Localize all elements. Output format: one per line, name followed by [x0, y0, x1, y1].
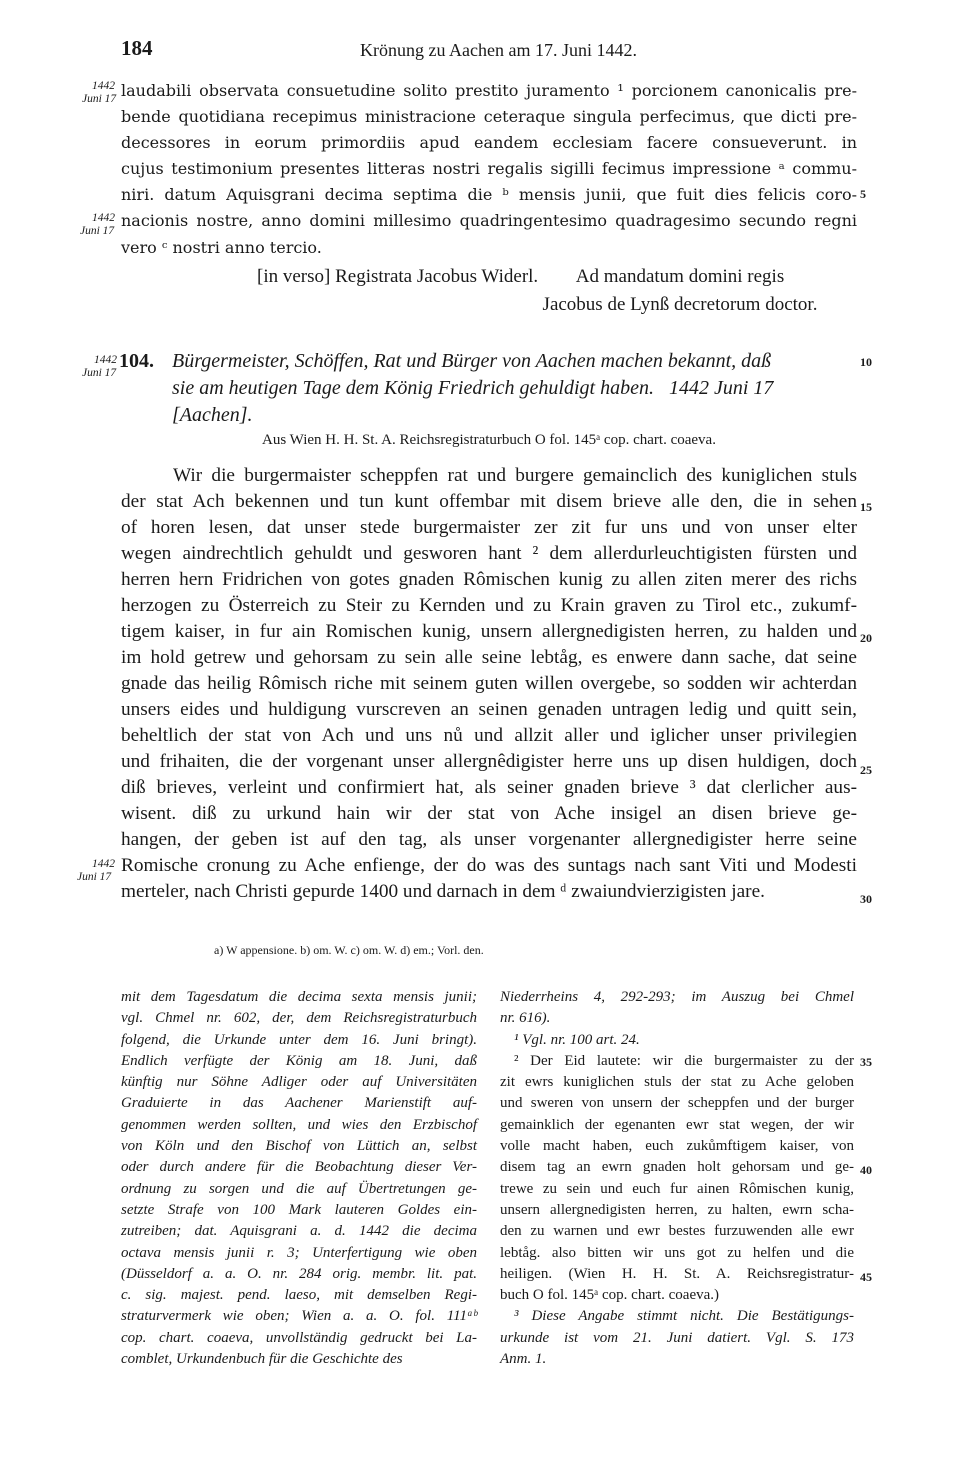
footnote-line: ¹ Vgl. nr. 100 art. 24. — [514, 1031, 640, 1048]
text-line: of horen lesen, dat unser stede burgermaister zer zit fur uns und von unser elter — [121, 517, 857, 538]
line-number: 5 — [860, 187, 866, 201]
text-line: herzogen zu Österreich zu Steir zu Kernden und zu Krain graven zu Tirol etc., zukumf- — [121, 595, 857, 616]
footnote-line: mit dem Tagesdatum die decima sexta mensis junii; — [121, 989, 477, 1005]
signature-line: Ad mandatum domini regis — [575, 266, 785, 287]
footnote-line: folgend, die Urkunde unter dem 16. Juni bringt). — [121, 1031, 477, 1048]
footnote-line: zit ewrs kuniglichen stuls der stat zu Ache geloben — [500, 1074, 854, 1091]
footnote-line: disem tag an ewrn gnaden holt gehorsam und ge- — [500, 1159, 854, 1176]
margin-date — [82, 80, 117, 106]
text-line: gnade das heilig Rômisch riche mit seinem guten willen overgebe, so sodden wir achterdan — [121, 673, 857, 694]
line-number: 30 — [860, 892, 872, 906]
heading-line: [Aachen]. — [172, 404, 253, 426]
text-line: laudabili observata consuetudine solito prestito juramento ¹ porcionem canonicalis pre- — [121, 81, 857, 100]
footnote-line: comblet, Urkundenbuch für die Geschichte des — [121, 1351, 403, 1368]
footnote-line: oder durch andere für die Beobachtung dieser Ver- — [121, 1159, 477, 1176]
footnote-line: cop. chart. coaeva, unvollständig gedruckt bei La- — [121, 1329, 477, 1346]
footnote-line: gemainklich der egenanten ewr stat wegen, der wir — [500, 1116, 854, 1133]
text-line: merteler, nach Christi gepurde 1400 und darnach in dem ᵈ zwaiundvierzigisten jare. — [121, 881, 765, 902]
text-line: nacionis nostre, anno domini millesimo quadringentesimo quadragesimo secundo regni — [121, 211, 857, 231]
footnote-line: c. sig. majest. pend. laeso, mit demselben Regi- — [121, 1287, 477, 1304]
footnote-line: lebtåg. also bitten wir uns got zu helfen und die — [500, 1244, 854, 1261]
text-line: decessores in eorum primordiis apud eandem ecclesiam facere consueverunt. in — [121, 133, 857, 153]
footnote-line: zutreiben; dat. Aquisgrani a. d. 1442 die decima — [121, 1223, 477, 1240]
text-line: und frihaiten, die der vorgenant unser allergnêdigister herre uns up disen huldigen, doch — [121, 751, 857, 772]
latin-text-block — [121, 78, 857, 261]
footnote-line: (Düsseldorf a. a. O. nr. 284 orig. membr. lit. pat. — [121, 1265, 477, 1282]
margin-date — [80, 212, 115, 238]
margin-date-year: 1442 — [94, 354, 117, 366]
document-number: 104. — [119, 350, 154, 372]
text-line: unsers eides und huldigung vurscreven an seinen genaden untragen ledig und quitt sein, — [121, 699, 857, 720]
line-number: 25 — [860, 763, 872, 777]
text-line: wegen aindrechtlich gehuldt und gesworen hant ² dem allerdurleuchtigisten fürsten und — [121, 543, 857, 564]
heading-line: Bürgermeister, Schöffen, Rat und Bürger von Aachen machen bekannt, daß — [172, 350, 772, 372]
footnote-line: künftig nur Söhne Adliger oder auf Universitäten — [121, 1074, 477, 1091]
line-number: 40 — [860, 1163, 872, 1177]
footnote-line: nr. 616). — [500, 1010, 551, 1027]
footnote-line: straturvermerk wie oben; Wien a. a. O. fol. 111ᵃᵇ — [121, 1308, 477, 1325]
footnote-line: Niederrheins 4, 292-293; im Auszug bei Chmel — [500, 989, 854, 1005]
text-line: cujus testimonium presentes litteras nostri regalis sigilli fecimus impressione ᵃ commu- — [121, 159, 857, 179]
line-number: 35 — [860, 1055, 872, 1069]
footnote-line: ³ Diese Angabe stimmt nicht. Die Bestätigungs- — [514, 1308, 854, 1325]
text-line: Romische cronung zu Ache enfienge, der do was des suntags nach sant Viti und Modesti — [121, 855, 857, 876]
text-line: der stat Ach bekennen und tun kunt offembar mit disem brieve alle den, die in sehen — [121, 491, 857, 512]
margin-date-year: 1442 — [92, 858, 115, 870]
heading-line: sie am heutigen Tage dem König Friedrich gehuldigt haben. 1442 Juni 17 — [172, 377, 774, 399]
margin-date-year: 1442 — [92, 212, 115, 224]
footnote-line: buch O fol. 145ᵃ cop. chart. coaeva.) — [500, 1287, 720, 1304]
footnote-line: von Köln und den Bischof von Lüttich an, selbst — [121, 1138, 477, 1155]
text-line: im hold getrew und gehorsam zu sein alle seine lebtåg, es enwere dann sache, dat seine — [121, 647, 857, 668]
footnote-line: vgl. Chmel nr. 602, der, dem Reichsregistraturbuch — [121, 1010, 477, 1027]
margin-date-day: Juni 17 — [82, 93, 117, 105]
margin-date-day: Juni 17 — [82, 367, 117, 379]
line-number: 45 — [860, 1270, 872, 1284]
text-line: wisent. diß zu urkund hain wir der stat von Ache insigel an disen brieve ge- — [121, 803, 857, 824]
margin-date — [82, 354, 117, 380]
footnote-line: den zu warnen und ewr bestes furzuwenden alle ewr — [500, 1223, 854, 1240]
footnote-line: volle macht haben, euch zukůmftigem kaiser, von — [500, 1138, 854, 1155]
footnote-line: octava mensis junii r. 3; Unterfertigung wie oben — [121, 1244, 477, 1261]
footnotes-left-column — [121, 987, 477, 1370]
text-line: Wir die burgermaister scheppfen rat und burgere gemainclich des kuniglichen stuls — [173, 465, 857, 486]
page-number: 184 — [121, 36, 153, 60]
line-number: 20 — [860, 631, 872, 645]
margin-date-year: 1442 — [92, 80, 115, 92]
footnote-line: urkunde ist vom 21. Juni datiert. Vgl. S. 173 — [500, 1329, 854, 1346]
line-number: 15 — [860, 500, 872, 514]
running-title: Krönung zu Aachen am 17. Juni 1442. — [360, 40, 637, 60]
footnote-line: Anm. 1. — [500, 1351, 547, 1368]
signature-line: Jacobus de Lynß decretorum doctor. — [542, 294, 818, 315]
margin-date-day: Juni 17 — [77, 871, 112, 883]
text-line: herren hern Fridrichen von gotes gnaden Rômischen kunig zu allen ziten merer des richs — [121, 569, 857, 590]
text-line: beheltlich der stat von Ach und uns nů und allzit aller und iglicher unser privilegien — [121, 725, 857, 746]
footnote-line: unsern allergnedigisten herren, zu halten, ewrn scha- — [500, 1201, 854, 1218]
source-reference: Aus Wien H. H. St. A. Reichsregistraturbuch O fol. 145ᵃ cop. chart. coaeva. — [262, 432, 716, 448]
text-line: tigem kaiser, in fur ain Romischen kunig, unsern allergnedigisten herren, zu halden und — [121, 621, 857, 642]
footnote-line: genommen werden sollten, und wies den Erzbischof — [121, 1116, 477, 1133]
footnote-line: ² Der Eid lautete: wir die burgermaister zu der — [514, 1052, 854, 1069]
footnote-line: setzte Strafe von 100 Mark lauteren Goldes ein- — [121, 1201, 477, 1218]
line-number: 10 — [860, 355, 872, 369]
text-line: niri. datum Aquisgrani decima septima die ᵇ mensis junii, que fuit dies felicis coro- — [121, 185, 857, 205]
text-line: vero ᶜ nostri anno tercio. — [121, 237, 322, 257]
footnote-line: trewe zu sein und euch fur ainen Rômischen kunig, — [500, 1180, 854, 1197]
text-line: hangen, der geben ist auf den tag, als unser vorgenanter allergnedigister herre seine — [121, 829, 857, 850]
footnote-line: Endlich verfügte der König am 18. Juni, daß — [121, 1052, 477, 1069]
footnote-line: und sweren von unsern der scheppfen und der burger — [500, 1095, 854, 1112]
document-heading — [119, 348, 862, 429]
footnote-line: heiligen. (Wien H. H. St. A. Reichsregistratur- — [500, 1265, 854, 1282]
registration-note: [in verso] Registrata Jacobus Widerl. — [257, 266, 539, 287]
german-text-block — [121, 463, 857, 905]
mandate-signature — [525, 263, 835, 319]
footnotes-right-column — [500, 987, 854, 1370]
margin-date-day: Juni 17 — [80, 225, 115, 237]
footnote-line: ordnung zu sorgen und die auf Übertretungen ge- — [121, 1180, 477, 1197]
textual-notes: a) W appensione. b) om. W. c) om. W. d) em.; Vorl. den. — [214, 943, 484, 957]
footnote-line: Graduierte in das Aachener Marienstift auf- — [121, 1095, 477, 1112]
margin-date — [77, 858, 115, 884]
text-line: diß brieves, verleint und confirmiert hat, als seiner gnaden brieve ³ dat clerlicher aus- — [121, 777, 857, 798]
text-line: bende quotidiana recepimus ministracione ceteraque singula perfecimus, que dicti pre- — [121, 107, 857, 127]
